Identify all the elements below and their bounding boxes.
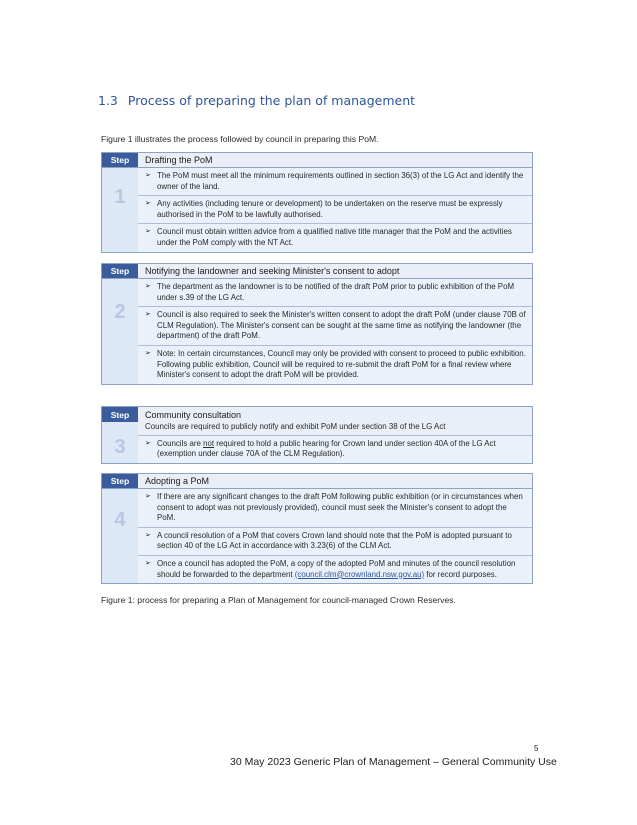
step-header [102, 264, 532, 279]
section-heading [98, 93, 415, 108]
list-item: ➢ The PoM must meet all the minimum requirements outlined in section 36(3) of the LG Act and identify the owner of the land. [138, 168, 532, 196]
arrow-bullet-icon: ➢ [145, 283, 151, 290]
step-number: 1 [114, 186, 126, 208]
step-header [102, 407, 532, 422]
step-tab: Step [102, 153, 138, 167]
step-number: 3 [114, 436, 126, 458]
step-number-column [102, 489, 138, 583]
step-title: Drafting the PoM [145, 155, 213, 165]
step-title: Community consultation [145, 409, 242, 420]
list-item: ➢ Councils are not required to hold a public hearing for Crown land under section 40A of the LG Act (exemption under clause 70A of the CLM Regulation). [145, 438, 496, 459]
step-header [102, 474, 532, 489]
intro-text: Figure 1 illustrates the process followed by council in preparing this PoM. [101, 134, 379, 144]
list-item: ➢ The department as the landowner is to be notified of the draft PoM prior to public exhibition of the PoM under s.39 of the LG Act. [138, 279, 532, 307]
arrow-bullet-icon: ➢ [145, 559, 151, 567]
step-items [138, 489, 532, 583]
step-tab: Step [102, 264, 138, 278]
step-number-column [102, 422, 138, 463]
step-items [138, 279, 532, 384]
arrow-bullet-icon: ➢ [145, 172, 151, 179]
section-title: Process of preparing the plan of management [127, 93, 416, 108]
list-item: ➢ If there are any significant changes to the draft PoM following public exhibition (or in circumstances when consent to adopt was not previously provided), council must seek the Minister's consent to adopt the PoM. [138, 489, 532, 528]
list-item: ➢ Council is also required to seek the Minister's written consent to adopt the draft PoM (under clause 70B of CLM Regulation). The Minister's consent can be sought at the same time as notifying the landowner (the department) of the draft PoM. [138, 307, 532, 346]
arrow-bullet-icon: ➢ [145, 531, 151, 539]
step-number: 4 [114, 509, 126, 531]
figure-caption: Figure 1: process for preparing a Plan of Management for council-managed Crown Reserves. [101, 595, 456, 605]
step-items [138, 168, 532, 252]
step-block-2 [101, 263, 533, 385]
step-block-1 [101, 152, 533, 253]
step-tab: Step [102, 407, 138, 422]
step-header [102, 153, 532, 168]
arrow-bullet-icon: ➢ [145, 493, 151, 500]
arrow-bullet-icon: ➢ [145, 349, 151, 357]
list-item: ➢ A council resolution of a PoM that covers Crown land should note that the PoM is adopted pursuant to section 40 of the LG Act in accordance with 3.23(6) of the CLM Act. [138, 528, 532, 556]
step-number: 2 [114, 301, 126, 323]
step-title: Notifying the landowner and seeking Minister's consent to adopt [145, 266, 400, 276]
arrow-bullet-icon: ➢ [145, 200, 151, 208]
page-number: 5 [534, 744, 539, 753]
email-link[interactable]: (council.clm@crownland.nsw.gov.au) [294, 569, 425, 579]
step-items [138, 422, 532, 463]
list-item: ➢ Note: In certain circumstances, Council may only be provided with consent to proceed to public exhibition. Following public exhibition, Council will be required to re-submit the draft PoM for a final review where Minister's consent to adopt the draft PoM will be provided. [145, 348, 526, 380]
arrow-bullet-icon: ➢ [145, 228, 151, 236]
list-item: ➢ Any activities (including tenure or development) to be undertaken on the reserve must be expressly authorised in the PoM to be lawfully authorised. [138, 196, 532, 224]
step-block-3 [101, 406, 533, 464]
section-number: 1.3 [98, 93, 118, 108]
step-number-column [102, 279, 138, 384]
step-title: Adopting a PoM [145, 476, 210, 486]
list-item: ➢ Once a council has adopted the PoM, a copy of the adopted PoM and minutes of the council resolution should be forwarded to the department (council.clm@crownland.nsw.gov.au) for record purposes. [145, 558, 516, 579]
arrow-bullet-icon: ➢ [145, 311, 151, 319]
step-number-column [102, 168, 138, 252]
arrow-bullet-icon: ➢ [145, 439, 151, 447]
step-tab: Step [102, 474, 138, 488]
consultation-note: Councils are required to publicly notify and exhibit PoM under section 38 of the LG Act [138, 422, 532, 436]
page-footer: 30 May 2023 Generic Plan of Management – General Community Use [230, 756, 557, 768]
step-block-4 [101, 473, 533, 584]
list-item: ➢ Council must obtain written advice from a qualified native title manager that the PoM and the activities under the PoM comply with the NT Act. [145, 227, 512, 247]
